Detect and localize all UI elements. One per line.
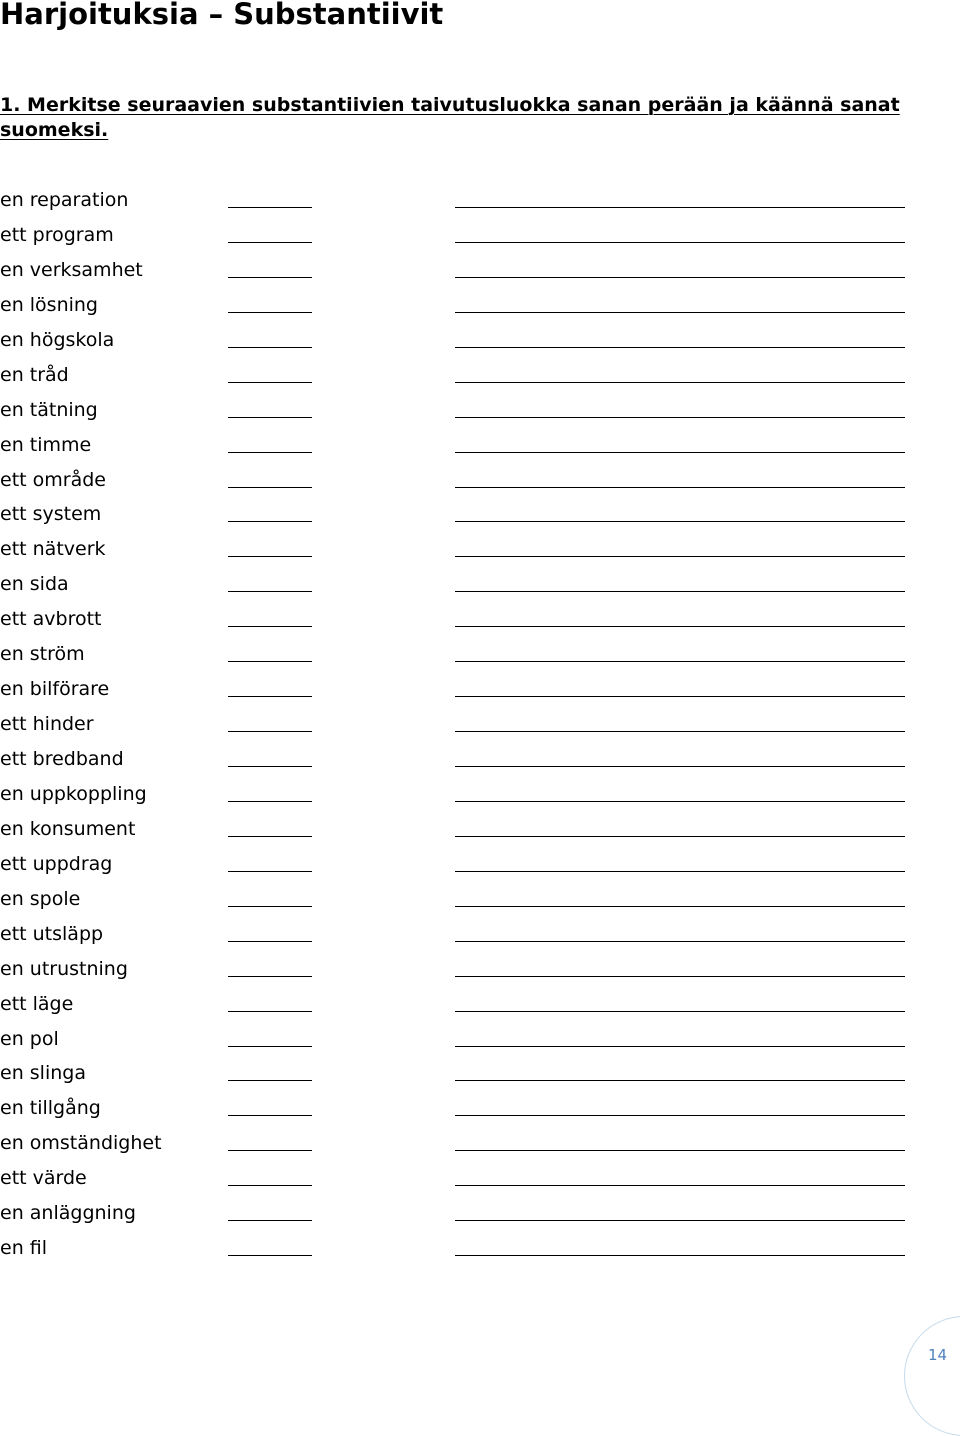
translation-blank[interactable] — [455, 1185, 905, 1186]
inflection-class-blank[interactable] — [228, 1150, 312, 1151]
translation-blank[interactable] — [455, 626, 905, 627]
swedish-word: en verksamhet — [0, 258, 143, 281]
swedish-word: en bilförare — [0, 678, 110, 701]
word-row — [0, 987, 960, 1022]
inflection-class-blank[interactable] — [228, 976, 312, 977]
translation-blank[interactable] — [455, 1011, 905, 1012]
swedish-word: en utrustning — [0, 957, 128, 980]
translation-blank[interactable] — [455, 766, 905, 767]
swedish-word: en högskola — [0, 328, 115, 351]
page-number: 14 — [928, 1346, 948, 1364]
swedish-word: ett uppdrag — [0, 852, 113, 875]
inflection-class-blank[interactable] — [228, 1220, 312, 1221]
translation-blank[interactable] — [455, 521, 905, 522]
inflection-class-blank[interactable] — [228, 1011, 312, 1012]
word-row — [0, 218, 960, 253]
word-row — [0, 358, 960, 393]
swedish-word: ett bredband — [0, 748, 124, 770]
swedish-word: ett område — [0, 468, 106, 491]
inflection-class-blank[interactable] — [228, 521, 312, 522]
inflection-class-blank[interactable] — [228, 1080, 312, 1081]
inflection-class-blank[interactable] — [228, 452, 312, 453]
swedish-word: ett utsläpp — [0, 922, 104, 945]
word-row — [0, 777, 960, 812]
inflection-class-blank[interactable] — [228, 731, 312, 732]
word-row — [0, 1091, 960, 1126]
inflection-class-blank[interactable] — [228, 417, 312, 418]
inflection-class-blank[interactable] — [228, 941, 312, 942]
word-row — [0, 847, 960, 882]
word-row — [0, 1196, 960, 1231]
translation-blank[interactable] — [455, 277, 905, 278]
word-row — [0, 428, 960, 463]
swedish-word: en anläggning — [0, 1202, 136, 1225]
swedish-word: ett avbrott — [0, 608, 102, 631]
word-row — [0, 567, 960, 602]
swedish-word: en reparation — [0, 189, 129, 211]
exercise-instruction: 1. Merkitse seuraavien substantiivien taivutusluokka sanan perään ja käännä sanat suomeksi. — [0, 94, 900, 141]
word-row — [0, 1126, 960, 1161]
word-row — [0, 1231, 960, 1266]
swedish-word: en spole — [0, 887, 81, 910]
swedish-word: en tråd — [0, 363, 69, 386]
swedish-word: en omständighet — [0, 1132, 162, 1155]
translation-blank[interactable] — [455, 382, 905, 383]
translation-blank[interactable] — [455, 836, 905, 837]
swedish-word: en pol — [0, 1027, 59, 1050]
swedish-word: en ström — [0, 643, 85, 666]
inflection-class-blank[interactable] — [228, 836, 312, 837]
word-row — [0, 463, 960, 498]
swedish-word: en tillgång — [0, 1097, 101, 1120]
translation-blank[interactable] — [455, 696, 905, 697]
swedish-word: en konsument — [0, 817, 136, 840]
translation-blank[interactable] — [455, 207, 905, 208]
inflection-class-blank[interactable] — [228, 766, 312, 767]
inflection-class-blank[interactable] — [228, 626, 312, 627]
inflection-class-blank[interactable] — [228, 1185, 312, 1186]
swedish-word: en uppkoppling — [0, 782, 147, 805]
inflection-class-blank[interactable] — [228, 347, 312, 348]
inflection-class-blank[interactable] — [228, 382, 312, 383]
translation-blank[interactable] — [455, 906, 905, 907]
translation-blank[interactable] — [455, 1255, 905, 1256]
page-title: Harjoituksia – Substantiivit — [0, 0, 444, 31]
swedish-word: ett program — [0, 223, 114, 246]
translation-blank[interactable] — [455, 487, 905, 488]
word-row — [0, 742, 960, 777]
word-row — [0, 882, 960, 917]
word-row — [0, 497, 960, 532]
inflection-class-blank[interactable] — [228, 591, 312, 592]
word-row — [0, 393, 960, 428]
swedish-word: ett värde — [0, 1167, 87, 1190]
word-row — [0, 917, 960, 952]
translation-blank[interactable] — [455, 976, 905, 977]
translation-blank[interactable] — [455, 591, 905, 592]
word-row — [0, 1022, 960, 1057]
page-number-badge — [904, 1316, 960, 1436]
word-list — [0, 183, 960, 1266]
inflection-class-blank[interactable] — [228, 696, 312, 697]
swedish-word: en timme — [0, 433, 92, 456]
swedish-word: en slinga — [0, 1062, 86, 1085]
word-row — [0, 323, 960, 358]
translation-blank[interactable] — [455, 661, 905, 662]
inflection-class-blank[interactable] — [228, 312, 312, 313]
translation-blank[interactable] — [455, 242, 905, 243]
swedish-word: en sida — [0, 573, 69, 596]
word-row — [0, 1161, 960, 1196]
translation-blank[interactable] — [455, 1046, 905, 1047]
inflection-class-blank[interactable] — [228, 207, 312, 208]
word-row — [0, 183, 960, 218]
word-row — [0, 637, 960, 672]
inflection-class-blank[interactable] — [228, 906, 312, 907]
word-row — [0, 707, 960, 742]
translation-blank[interactable] — [455, 312, 905, 313]
translation-blank[interactable] — [455, 1115, 905, 1116]
word-row — [0, 532, 960, 567]
swedish-word: ett nätverk — [0, 538, 106, 561]
translation-blank[interactable] — [455, 1080, 905, 1081]
word-row — [0, 253, 960, 288]
inflection-class-blank[interactable] — [228, 871, 312, 872]
inflection-class-blank[interactable] — [228, 556, 312, 557]
translation-blank[interactable] — [455, 801, 905, 802]
word-row — [0, 672, 960, 707]
swedish-word: en lösning — [0, 293, 98, 316]
word-row — [0, 602, 960, 637]
inflection-class-blank[interactable] — [228, 661, 312, 662]
translation-blank[interactable] — [455, 871, 905, 872]
inflection-class-blank[interactable] — [228, 277, 312, 278]
translation-blank[interactable] — [455, 1220, 905, 1221]
inflection-class-blank[interactable] — [228, 1046, 312, 1047]
word-row — [0, 812, 960, 847]
inflection-class-blank[interactable] — [228, 801, 312, 802]
word-row — [0, 1056, 960, 1091]
swedish-word: ett system — [0, 503, 102, 526]
inflection-class-blank[interactable] — [228, 1255, 312, 1256]
inflection-class-blank[interactable] — [228, 242, 312, 243]
swedish-word: ett läge — [0, 992, 74, 1015]
translation-blank[interactable] — [455, 941, 905, 942]
swedish-word: en fil — [0, 1237, 48, 1260]
word-row — [0, 952, 960, 987]
translation-blank[interactable] — [455, 1150, 905, 1151]
translation-blank[interactable] — [455, 556, 905, 557]
translation-blank[interactable] — [455, 452, 905, 453]
translation-blank[interactable] — [455, 347, 905, 348]
translation-blank[interactable] — [455, 731, 905, 732]
swedish-word: ett hinder — [0, 713, 94, 736]
word-row — [0, 288, 960, 323]
swedish-word: en tätning — [0, 398, 98, 421]
inflection-class-blank[interactable] — [228, 487, 312, 488]
inflection-class-blank[interactable] — [228, 1115, 312, 1116]
translation-blank[interactable] — [455, 417, 905, 418]
